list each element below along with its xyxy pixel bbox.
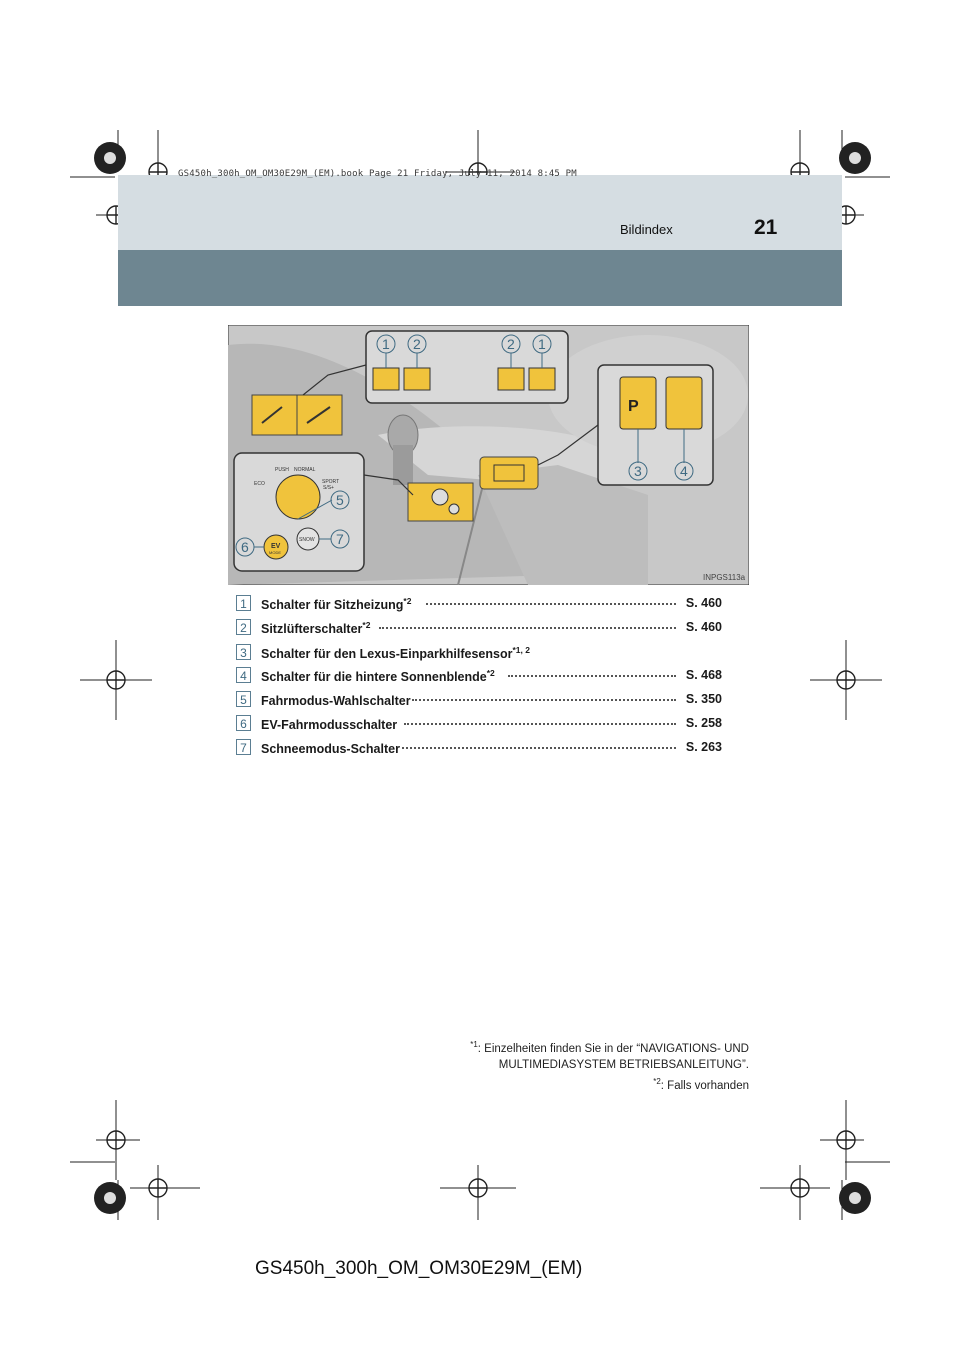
sport-label: SPORT (322, 479, 340, 485)
list-item (236, 666, 722, 686)
footnote-1-line-1: $^{*1}$: Einzelheiten finden Sie in der “NAVIGATIONS- UND (470, 1040, 749, 1055)
ev-label: EV (271, 543, 281, 550)
callout-5: 5 (336, 492, 344, 508)
push-label: PUSH (275, 467, 289, 473)
item-number: 3 (236, 644, 251, 660)
list-item (236, 690, 722, 710)
item-label: Schalter für den Lexus-Einparkhilfesensor$^{*1, 2}$ (261, 645, 530, 662)
page-number: 21 (754, 216, 778, 239)
item-number: 7 (236, 739, 251, 755)
item-number: 5 (236, 691, 251, 707)
item-page: S. 350 (685, 692, 722, 706)
item-label: Sitzlüfterschalter$^{*2}$ (261, 620, 371, 637)
item-page: S. 460 (685, 596, 722, 610)
dashboard-illustration (228, 325, 749, 585)
normal-label: NORMAL (294, 467, 316, 473)
callout-2b: 2 (507, 336, 515, 352)
image-code: INPGS113a (703, 573, 746, 582)
item-page: S. 460 (685, 620, 722, 634)
callout-1b: 1 (538, 336, 546, 352)
item-page: S. 258 (685, 716, 722, 730)
sport-sub-label: S/S+ (323, 485, 334, 491)
ev-sub-label: MODE (269, 550, 281, 555)
item-number: 1 (236, 595, 251, 611)
eco-label: ECO (254, 481, 265, 487)
leader-dots (508, 675, 676, 677)
header-band (118, 175, 842, 250)
item-label: Fahrmodus-Wahlschalter (261, 694, 411, 709)
item-label: Schneemodus-Schalter (261, 742, 400, 757)
item-page: S. 468 (685, 668, 722, 682)
footnote-1-line-2: MULTIMEDIASYSTEM BETRIEBSANLEITUNG”. (498, 1059, 749, 1071)
book-stamp: GS450h_300h_OM_OM30E29M_(EM).book Page 21 Friday, July 11, 2014 8:45 PM (178, 169, 577, 179)
footnote-2: $^{*2}$: Falls vorhanden (653, 1077, 749, 1092)
list-item (236, 738, 722, 758)
item-label: EV-Fahrmodusschalter (261, 718, 398, 733)
item-number: 4 (236, 667, 251, 683)
header-bar (118, 250, 842, 306)
item-label: Schalter für die hintere Sonnenblende$^{*2}$ (261, 668, 495, 685)
footer-document-code: GS450h_300h_OM_OM30E29M_(EM) (255, 1258, 583, 1279)
callout-2a: 2 (413, 336, 421, 352)
item-label: Schalter für Sitzheizung$^{*2}$ (261, 596, 412, 613)
list-item (236, 714, 722, 734)
section-title: Bildindex (620, 222, 673, 237)
leader-dots (404, 723, 676, 725)
callout-4: 4 (680, 463, 688, 479)
list-item (236, 594, 722, 614)
callout-1a: 1 (382, 336, 390, 352)
leader-dots (379, 627, 676, 629)
leader-dots (402, 747, 676, 749)
item-number: 2 (236, 619, 251, 635)
callout-6: 6 (241, 539, 249, 555)
list-item (236, 618, 722, 638)
leader-dots (426, 603, 676, 605)
svg-text:P: P (628, 398, 639, 415)
list-item (236, 643, 722, 663)
snow-label: SNOW (299, 537, 315, 543)
leader-dots (412, 699, 676, 701)
callout-3: 3 (634, 463, 642, 479)
item-number: 6 (236, 715, 251, 731)
item-page: S. 263 (685, 740, 722, 754)
callout-7: 7 (336, 531, 344, 547)
